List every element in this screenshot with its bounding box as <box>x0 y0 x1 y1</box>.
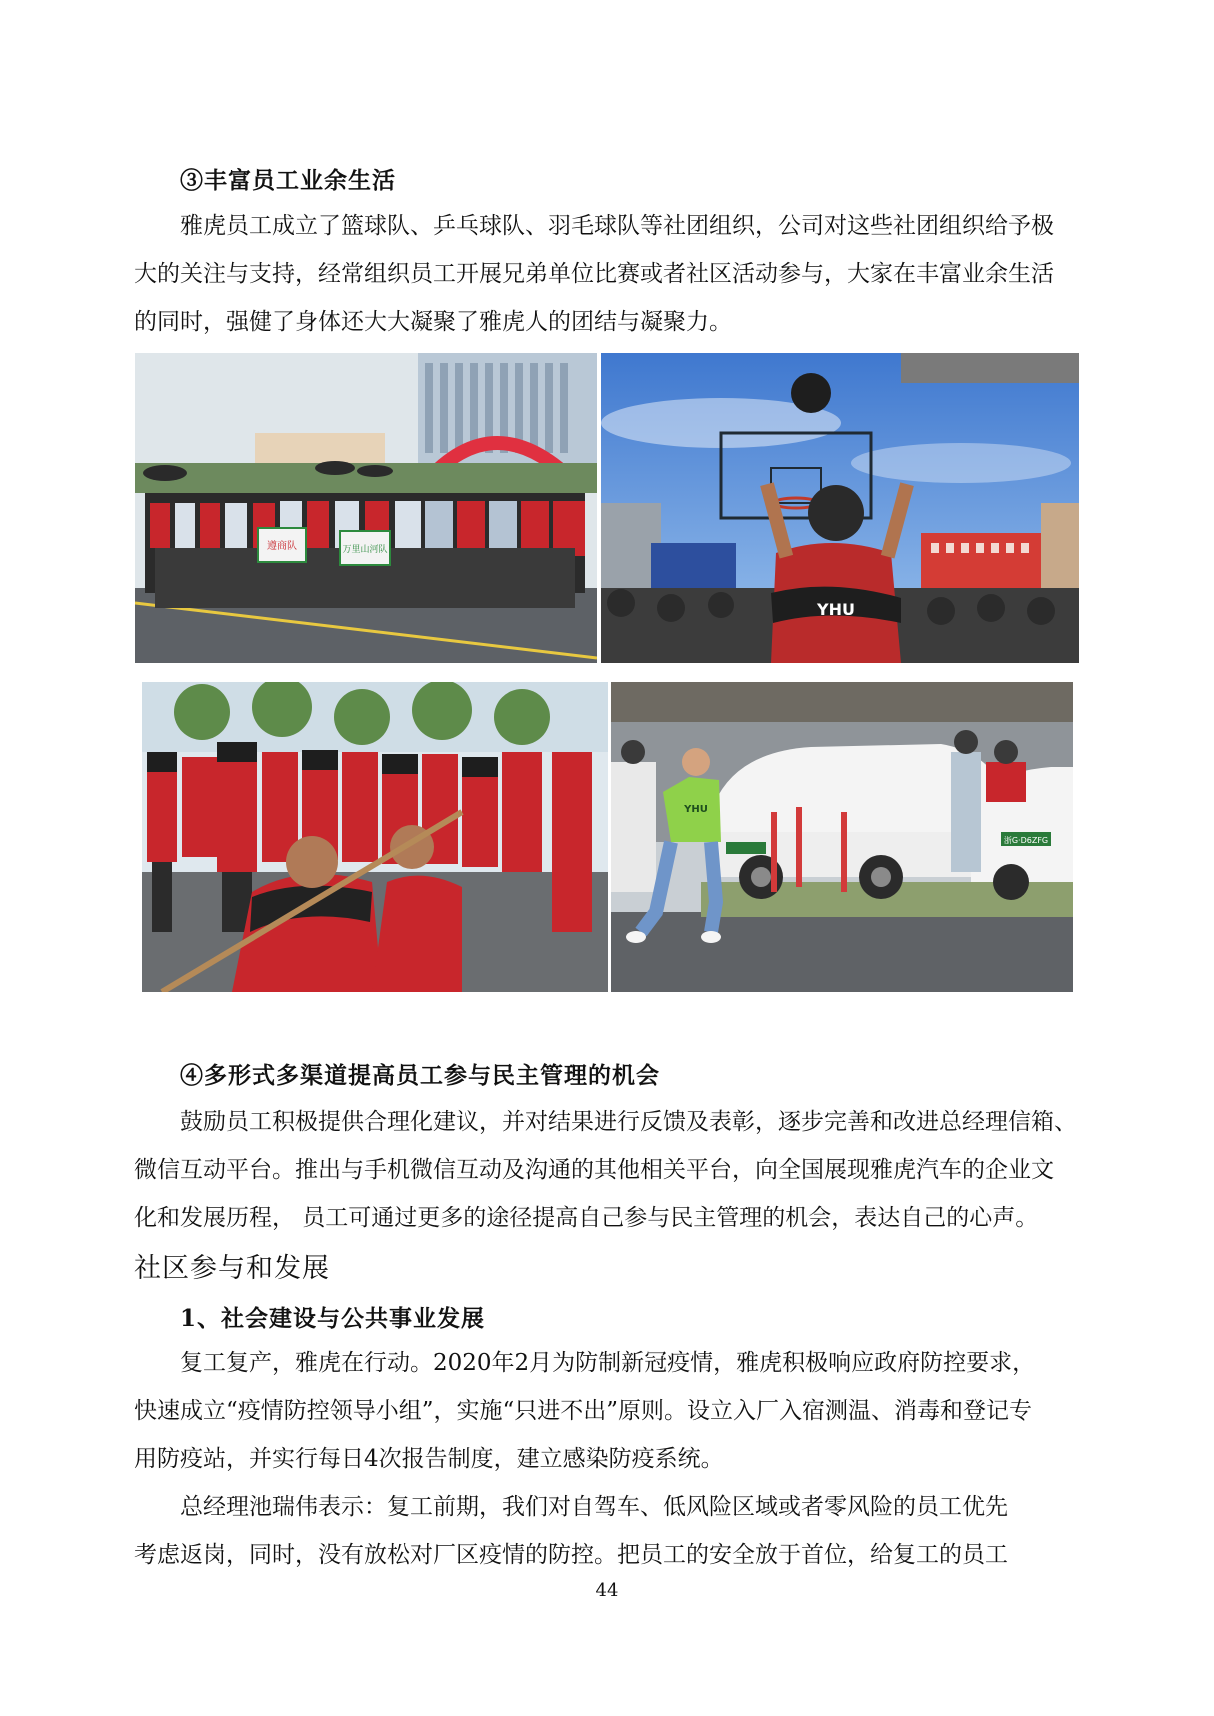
license-plate: 浙G·D6ZFG <box>1003 836 1049 845</box>
shirt-logo: YHU <box>817 600 855 619</box>
team-sign-2: 万里山河队 <box>342 545 388 555</box>
text-line: 快速成立“疫情防控领导小组”，实施“只进不出”原则。设立入厂入宿测温、消毒和登记专 <box>134 1398 1033 1424</box>
text-line: 微信互动平台。推出与手机微信互动及沟通的其他相关平台，向全国展现雅虎汽车的企业文 <box>134 1157 1054 1183</box>
paragraph-leisure <box>134 202 1096 346</box>
text-line: 雅虎员工成立了篮球队、乒乓球队、羽毛球队等社团组织，公司对这些社团组织给予极 <box>180 213 1054 239</box>
text-line: 鼓励员工积极提供合理化建议，并对结果进行反馈及表彰，逐步完善和改进总经理信箱、 <box>180 1109 1077 1135</box>
text-line: 的同时，强健了身体还大大凝聚了雅虎人的团结与凝聚力。 <box>134 309 732 335</box>
photo-team-lineup <box>135 353 597 663</box>
photo-basketball <box>601 353 1079 663</box>
paragraph-covid-response <box>134 1339 1096 1483</box>
section-title-community: 社区参与和发展 <box>134 1253 330 1284</box>
photo-relay-race <box>611 682 1073 992</box>
sub-heading-public-affairs: 1、社会建设与公共事业发展 <box>180 1305 486 1332</box>
vest-logo: YHU <box>684 804 708 815</box>
photo-tug-of-war <box>142 682 608 992</box>
paragraph-participation <box>134 1098 1096 1242</box>
text-line: 总经理池瑞伟表示：复工前期，我们对自驾车、低风险区域或者零风险的员工优先 <box>180 1494 1008 1520</box>
section-heading-participation: ④多形式多渠道提高员工参与民主管理的机会 <box>180 1062 660 1089</box>
text-line: 大的关注与支持，经常组织员工开展兄弟单位比赛或者社区活动参与，大家在丰富业余生活 <box>134 261 1054 287</box>
text-line: 用防疫站，并实行每日4次报告制度，建立感染防疫系统。 <box>134 1446 724 1472</box>
page-number: 44 <box>595 1580 619 1601</box>
team-sign-1: 遵商队 <box>267 541 297 552</box>
text-line: 化和发展历程， 员工可通过更多的途径提高自己参与民主管理的机会，表达自己的心声。 <box>134 1205 1039 1231</box>
text-line: 复工复产，雅虎在行动。2020年2月为防制新冠疫情，雅虎积极响应政府防控要求， <box>180 1350 1036 1376</box>
text-line: 考虑返岗，同时，没有放松对厂区疫情的防控。把员工的安全放于首位，给复工的员工 <box>134 1542 1008 1568</box>
section-heading-leisure: ③丰富员工业余生活 <box>180 167 396 194</box>
paragraph-manager-statement <box>134 1483 1096 1579</box>
